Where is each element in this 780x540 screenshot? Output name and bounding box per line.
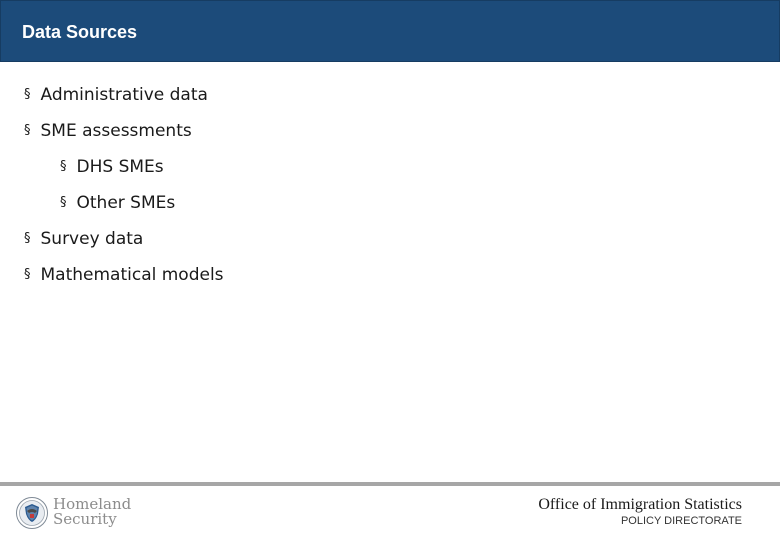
- footer-divider: [0, 482, 780, 486]
- bullet-item: [24, 121, 192, 141]
- bullet-item: [24, 85, 208, 105]
- bullet-marker: §: [60, 159, 67, 174]
- dhs-seal-icon: [16, 497, 48, 529]
- sub-bullet-item: [60, 157, 164, 177]
- bullet-marker: §: [24, 123, 31, 138]
- bullet-item: [24, 229, 143, 249]
- bullet-label: Administrative data: [40, 85, 208, 105]
- directorate-name: POLICY DIRECTORATE: [620, 515, 742, 527]
- bullet-marker: §: [60, 195, 67, 210]
- slide-title: Data Sources: [22, 22, 138, 42]
- bullet-label: Other SMEs: [76, 193, 176, 213]
- bullet-marker: §: [24, 87, 31, 102]
- bullet-label: DHS SMEs: [76, 157, 164, 177]
- sub-bullet-item: [60, 193, 175, 213]
- title-bar: [0, 0, 780, 62]
- bullet-label: SME assessments: [40, 121, 192, 141]
- bullet-label: Survey data: [40, 229, 144, 249]
- homeland-security-logo-text: Homeland Security: [53, 495, 132, 528]
- bullet-marker: §: [24, 267, 31, 282]
- office-name: Office of Immigration Statistics: [538, 496, 742, 513]
- bullet-label: Mathematical models: [40, 265, 224, 285]
- bullet-item: [24, 265, 224, 285]
- bullet-marker: §: [24, 231, 31, 246]
